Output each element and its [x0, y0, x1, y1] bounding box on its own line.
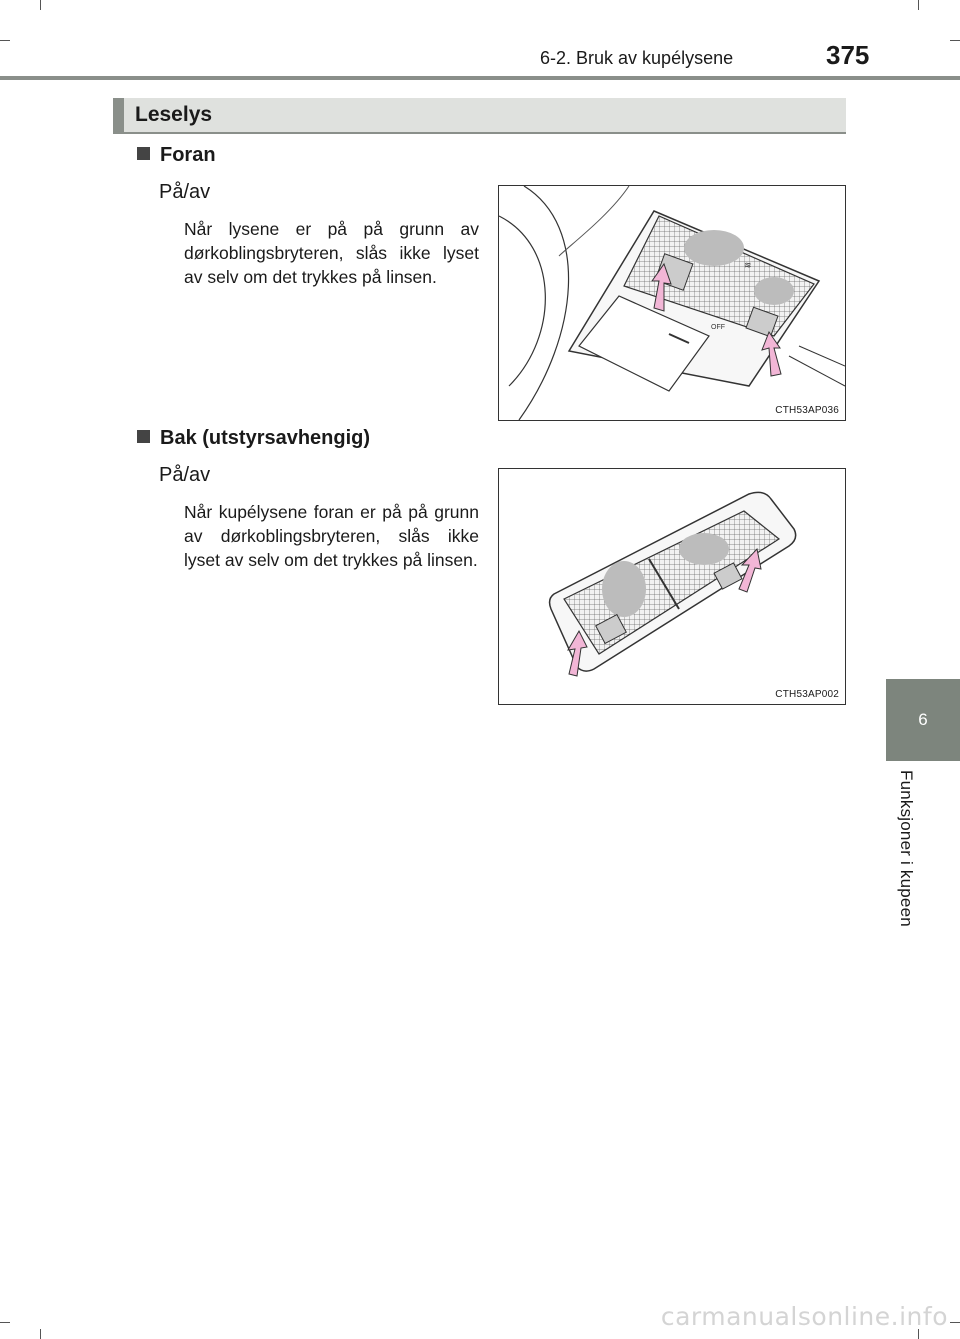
crop-mark — [40, 1329, 41, 1339]
rear-heading-row — [137, 427, 370, 450]
rear-note: Når kupélysene foran er på på grunn av dørkoblingsbryteren, slås ikke lyset av selv om det trykkes på linsen. — [184, 502, 479, 570]
front-heading-row — [137, 144, 216, 167]
section-title-bar — [113, 98, 846, 134]
chapter-number: 6 — [918, 710, 928, 729]
front-note: Når lysene er på på grunn av dørkoblingsbryteren, slås ikke lyset av selv om det trykkes på linsen. — [184, 219, 479, 287]
header-rule — [0, 76, 960, 80]
figure-code: CTH53AP036 — [775, 405, 839, 416]
rear-operation: På/av — [159, 464, 211, 486]
watermark: carmanualsonline.info — [660, 1302, 948, 1331]
crop-mark — [40, 0, 41, 10]
switch-symbol: ≋ — [744, 260, 752, 270]
crop-mark — [918, 0, 919, 10]
section-title-accent — [113, 98, 124, 132]
crop-mark — [950, 1322, 960, 1323]
off-symbol: OFF — [711, 324, 725, 331]
header-section-title: 6-2. Bruk av kupélysene — [540, 48, 734, 68]
rear-light-figure — [498, 468, 846, 705]
crop-mark — [0, 40, 10, 41]
rear-heading: Bak (utstyrsavhengig) — [160, 427, 371, 449]
chapter-tab — [886, 679, 960, 761]
chapter-title: Funksjoner i kupeen — [897, 770, 916, 927]
figure-code: CTH53AP002 — [775, 689, 839, 700]
crop-mark — [950, 40, 960, 41]
front-heading: Foran — [160, 144, 216, 166]
front-overhead-console-illustration — [499, 186, 845, 420]
square-bullet-icon — [137, 147, 150, 160]
crop-mark — [0, 1322, 10, 1323]
square-bullet-icon — [137, 430, 150, 443]
section-title: Leselys — [135, 103, 213, 126]
rear-overhead-light-illustration — [499, 469, 845, 704]
front-operation: På/av — [159, 181, 211, 203]
front-light-figure — [498, 185, 846, 421]
page-number: 375 — [826, 40, 870, 70]
